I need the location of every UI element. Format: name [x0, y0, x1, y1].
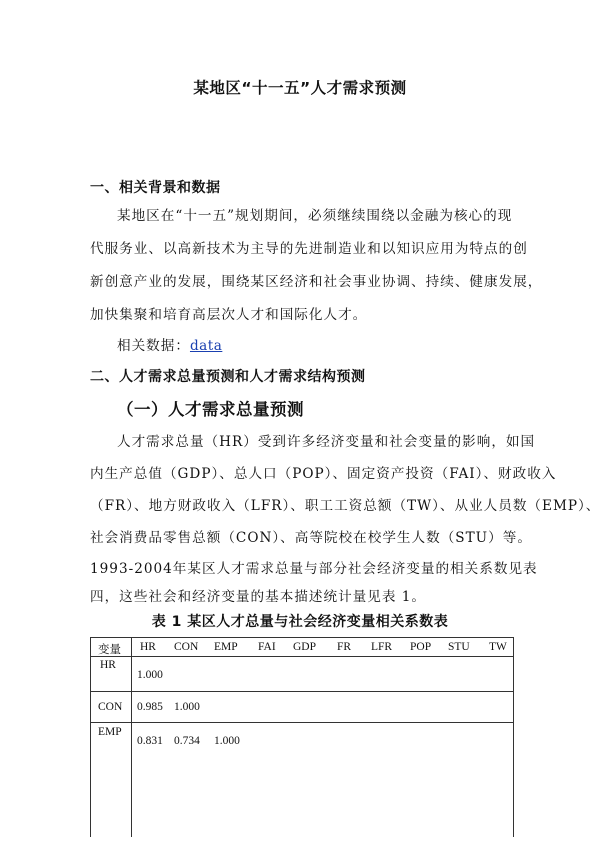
table-cell: 1.000 — [137, 669, 163, 681]
table-header-cell: CON — [174, 641, 199, 653]
table-border-right — [513, 637, 514, 837]
section-1-para-line-1: 某地区在“十一五”规划期间，必须继续围绕以金融为核心的现 — [117, 208, 513, 224]
table-caption: 表 1 某区人才总量与社会经济变量相关系数表 — [151, 614, 449, 630]
table-cell: 1.000 — [174, 701, 200, 713]
table-header-cell: STU — [448, 641, 470, 653]
table-cell: 0.734 — [174, 735, 200, 747]
table-rule-row-1 — [90, 691, 514, 692]
table-header-cell: EMP — [214, 641, 238, 653]
table-row-label: HR — [100, 659, 116, 671]
section-1-para-line-4: 加快集聚和培育高层次人才和国际化人才。 — [90, 307, 368, 323]
table-row-label: CON — [98, 701, 123, 713]
section-2-subheading: （一）人才需求总量预测 — [117, 400, 304, 419]
data-link[interactable]: data — [189, 338, 223, 354]
table-border-left — [90, 637, 91, 837]
table-label-divider — [131, 637, 132, 837]
table-rule-row-2 — [90, 722, 514, 723]
section-2-para-line-5: 1993-2004年某区人才需求总量与部分社会经济变量的相关系数见表 — [90, 561, 538, 577]
table-cell: 0.985 — [137, 701, 163, 713]
document-title: 某地区“十一五”人才需求预测 — [193, 79, 407, 97]
table-cell: 0.831 — [137, 735, 163, 747]
correlation-table — [90, 637, 514, 837]
related-data-line — [117, 334, 510, 354]
table-rule-header — [90, 656, 514, 657]
related-data-label: 相关数据： — [117, 338, 190, 354]
section-2-para-line-1: 人才需求总量（HR）受到许多经济变量和社会变量的影响，如国 — [117, 434, 536, 450]
table-rule-top — [90, 637, 514, 638]
table-header-cell: HR — [140, 641, 156, 653]
table-header-cell: GDP — [293, 641, 317, 653]
table-header-cell: FAI — [258, 641, 276, 653]
table-row-label: EMP — [98, 726, 122, 738]
section-2-heading: 二、人才需求总量预测和人才需求结构预测 — [90, 369, 366, 385]
section-2-para-line-4: 社会消费品零售总额（CON）、高等院校在校学生人数（STU）等。 — [90, 530, 532, 546]
section-2-para-line-2: 内生产总值（GDP）、总人口（POP）、固定资产投资（FAI）、财政收入 — [90, 466, 557, 482]
table-header-cell: 变量 — [98, 644, 121, 656]
section-1-para-line-3: 新创意产业的发展，围绕某区经济和社会事业协调、持续、健康发展， — [90, 274, 543, 290]
section-2-para-line-6: 四，这些社会和经济变量的基本描述统计量见表 1。 — [90, 589, 427, 605]
table-header-cell: POP — [410, 641, 432, 653]
table-cell: 1.000 — [214, 735, 240, 747]
table-header-cell: LFR — [371, 641, 393, 653]
table-header-cell: TW — [489, 641, 507, 653]
section-2-para-line-3: （FR）、地方财政收入（LFR）、职工工资总额（TW）、从业人员数（EMP）、 — [90, 498, 600, 514]
table-header-cell: FR — [337, 641, 352, 653]
section-1-heading: 一、相关背景和数据 — [90, 180, 221, 196]
section-1-para-line-2: 代服务业、以高新技术为主导的先进制造业和以知识应用为特点的创 — [90, 241, 528, 257]
